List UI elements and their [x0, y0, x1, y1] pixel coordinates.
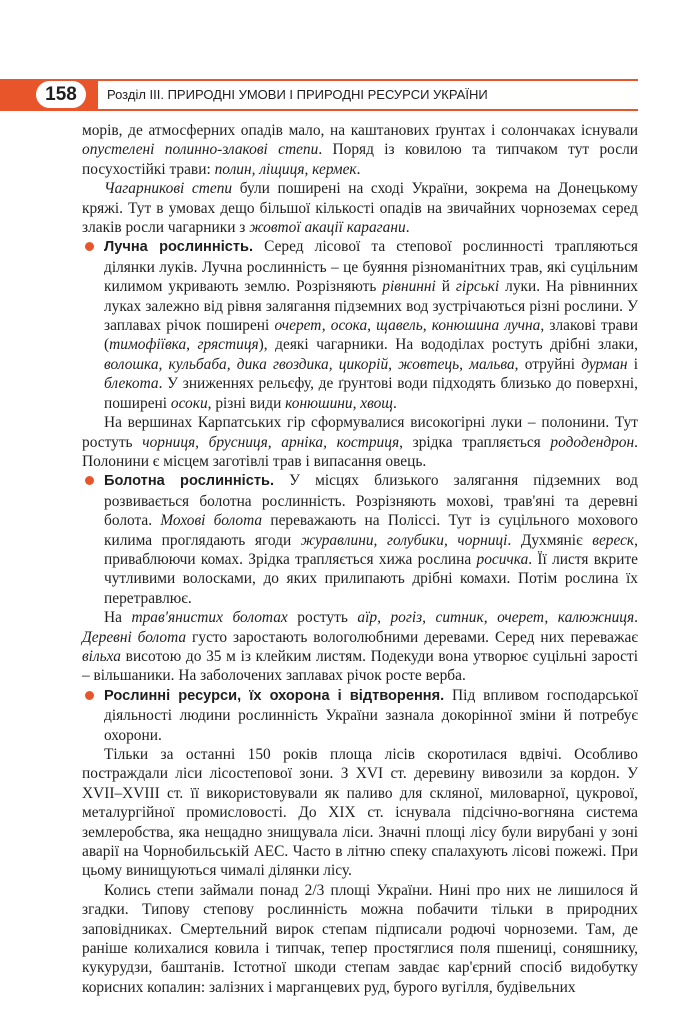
- italic-term: гірські: [455, 278, 500, 296]
- text-run: висотою до 35 м із клейким листям. Подекуди вона утворює суцільні зарості – вільшаники. На заболочених заплавах річок росте верба.: [82, 647, 638, 685]
- paragraph: [82, 608, 638, 686]
- text-run: , злакові трави (: [104, 317, 638, 354]
- text-run: Колись степи займали понад 2/3 площі України. Нині про них не лишилося й згадки. Типову степову рослинність можна побачити тільки в природних заповідниках. Смертельний вирок степам підписали родючі чорноземи. Там, де раніше колихалися ковила і типчак, тепер простяглися поля пшениці, соняшнику, кукурудзи, баштанів. Істотної шкоди степам завдає кар'єрний спосіб видобутку корисних копалин: залізних і марганцевих руд, бурого вугілля, будівельних: [82, 881, 638, 996]
- text-run: .: [405, 219, 410, 237]
- paragraph: [82, 881, 638, 997]
- text-run: й: [435, 278, 456, 296]
- text-run: . Полонини є місцем заготівлі трав і випасання овець.: [82, 433, 638, 470]
- paragraph: [82, 179, 638, 237]
- italic-term: рівнинні: [382, 278, 436, 296]
- text-run: , різні види: [207, 394, 286, 412]
- text-run: луки. На рівнинних луках залежно від рівня залягання підземних вод зустрічаються різні рослини. У заплавах річок поширені: [104, 278, 638, 335]
- italic-term: конюшини, хвощ: [285, 394, 393, 412]
- text-run: . Поряд із ковилою та типчаком тут росли посухостійкі трави:: [82, 141, 638, 178]
- italic-term: журавлини, голубики, чорниці: [300, 531, 508, 549]
- text-run: , отруйні: [514, 355, 582, 373]
- text-run: .: [634, 609, 638, 627]
- italic-term: вереск: [592, 531, 635, 549]
- italic-term: Мохові болота: [160, 512, 263, 530]
- text-run: .: [392, 394, 397, 412]
- bullet-icon: [85, 476, 94, 485]
- italic-term: трав'янистих болотах: [131, 609, 288, 627]
- italic-term: дурман: [581, 355, 628, 373]
- italic-term: осоки: [170, 394, 208, 412]
- text-run: Тільки за останні 150 років площа лісів скоротилася вдвічі. Особливо постраждали ліси лісостепової зони. З XVI ст. деревину вивозили за кордон. У XVII–XVIII ст. її використовували як паливо для скляної, миловарної, цукрової, металургійної промисловості. До XIX ст. існувала підсічно-вогняна система землеробства, яка нещадно знищувала ліси. Значні площі лісу були вирубані у зоні аварії на Чорнобильській АЕС. Часто в літню спеку спалахують лісові пожежі. При цьому винищуються чималі ділянки лісу.: [82, 746, 638, 880]
- text-run: морів, де атмосферних опадів мало, на каштанових ґрунтах і солончаках існували: [82, 122, 638, 139]
- text-run: переважають на Поліссі. Тут із суцільного мохового килима проглядають ягоди: [104, 512, 638, 549]
- bullet-icon: [85, 242, 94, 251]
- italic-term: аїр, рогіз, ситник, очерет, калюжниця: [357, 609, 635, 627]
- text-run: На вершинах Карпатських гір сформувалися високогірні луки – полонини. Тут ростуть: [82, 414, 638, 451]
- text-run: У місцях близького залягання підземних вод розвивається болотна рослинність. Розрізняють мохові, трав'яні та деревні болота.: [104, 472, 638, 530]
- italic-term: опустелені полинно-злакові степи: [82, 141, 319, 159]
- paragraph: [82, 745, 638, 881]
- italic-term: полин, ліщиця, кермек: [214, 160, 357, 178]
- body-text: [82, 121, 638, 997]
- italic-term: очерет, осока, щавель, конюшина лучна: [274, 317, 541, 335]
- italic-term: тимофіївка, грястиця: [109, 336, 259, 354]
- text-run: . У зниженнях рельєфу, де ґрунтові води підходять близько до поверхні, поширені: [104, 375, 638, 412]
- italic-term: рододендрон: [550, 433, 635, 451]
- section-heading: Рослинні ресурси, їх охорона і відтворення.: [104, 687, 445, 704]
- italic-term: волошка, кульбаба, дика гвоздика, цикорій, жовтець, мальва: [104, 355, 515, 373]
- text-run: і: [627, 355, 639, 373]
- italic-term: чорниця, брусниця, арніка, костриця: [142, 433, 400, 451]
- section-paragraph: [82, 471, 638, 608]
- italic-term: блекота: [104, 375, 159, 393]
- italic-term: жовтої акації карагани: [249, 219, 406, 237]
- section-paragraph: [82, 686, 638, 745]
- page-number: 158: [36, 81, 86, 108]
- text-run: ), деякі чагарники. На вододілах ростуть дрібні злаки,: [258, 336, 638, 354]
- text-run: Під впливом господарської діяльності людини рослинність України зазнала докорінної зміни й потребує охорони.: [104, 686, 638, 744]
- section-heading: Болотна рослинність.: [104, 473, 275, 490]
- section-title: Розділ III. ПРИРОДНІ УМОВИ І ПРИРОДНІ РЕСУРСИ УКРАЇНИ: [107, 87, 488, 102]
- text-run: густо заростають вологолюбними деревами. Серед них переважає: [186, 628, 638, 646]
- text-run: , приваблюючи комах. Зрідка трапляється хижа рослина: [104, 531, 638, 568]
- section-heading: Лучна рослинність.: [104, 239, 254, 256]
- text-run: . Її листя вкрите чутливими волосками, до яких прилипають дрібні комахи. Потім рослина їх перетравлює.: [104, 550, 639, 607]
- bullet-icon: [85, 691, 94, 700]
- italic-term: росичка: [476, 550, 529, 568]
- text-run: ростуть: [287, 609, 358, 627]
- italic-term: Чагарникові степи: [104, 180, 233, 198]
- italic-term: вільха: [82, 647, 121, 665]
- paragraph: [82, 121, 638, 179]
- italic-term: Деревні болота: [82, 628, 187, 646]
- page-header: [0, 79, 700, 111]
- text-run: були поширені на сході України, зокрема на Донецькому кряжі. Тут в умовах дещо більшої кількості опадів на звичайних чорноземах серед злаків росли чагарники з: [82, 180, 638, 237]
- text-run: Серед лісової та степової рослинності трапляються ділянки луків. Лучна рослинність – це буяння різноманітних трав, які суцільним килимом укривають землю. Розрізняють: [104, 238, 638, 296]
- text-run: .: [356, 160, 361, 178]
- text-run: , зрідка трапляється: [399, 433, 551, 451]
- text-run: . Духмяніє: [507, 531, 593, 549]
- text-run: На: [104, 609, 132, 627]
- paragraph: [82, 413, 638, 471]
- section-paragraph: [82, 237, 638, 413]
